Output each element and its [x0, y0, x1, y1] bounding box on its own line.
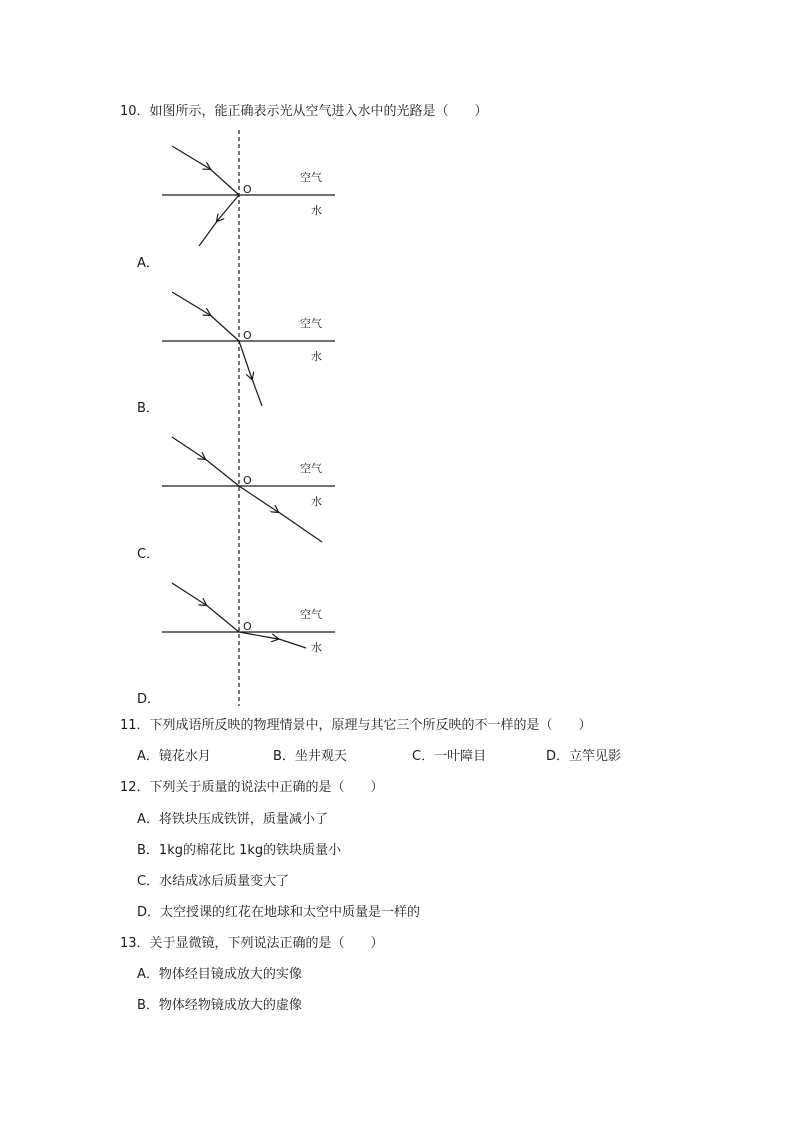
- q13-option-b: B．物体经物镜成放大的虚像: [137, 998, 302, 1013]
- diagram-d: [162, 583, 335, 654]
- q12-stem: 12．下列关于质量的说法中正确的是（ ）: [120, 780, 384, 795]
- diagram-b: [162, 292, 335, 406]
- water-label: 水: [311, 641, 322, 654]
- q10-option-a: A．: [137, 256, 159, 271]
- q11-stem: 11．下列成语所反映的物理情景中，原理与其它三个所反映的不一样的是（ ）: [120, 718, 592, 733]
- point-o: O: [243, 620, 252, 633]
- incident-ray: [172, 292, 210, 315]
- water-label: 水: [311, 204, 322, 217]
- q12-option-c: C．水结成冰后质量变大了: [137, 874, 290, 889]
- q10-option-b: B．: [137, 401, 159, 416]
- point-o: O: [243, 329, 252, 342]
- refracted-ray: [239, 632, 278, 639]
- q12-option-a: A．将铁块压成铁饼，质量减小了: [137, 812, 328, 827]
- incident-ray: [172, 146, 210, 169]
- q13-option-a: A．物体经目镜成放大的实像: [137, 967, 302, 982]
- q11-option-c: C．一叶障目: [412, 749, 487, 764]
- q11-option-b: B．坐井观天: [273, 749, 347, 764]
- diagram-a: [162, 146, 335, 246]
- q10-option-c: C．: [137, 547, 160, 562]
- point-o: O: [243, 183, 252, 196]
- refracted-ray: [239, 486, 278, 512]
- incident-ray: [172, 583, 206, 605]
- q11-option-a: A．镜花水月: [137, 749, 211, 764]
- water-label: 水: [311, 350, 322, 363]
- air-label: 空气: [300, 171, 322, 184]
- point-o: O: [243, 474, 252, 487]
- q12-option-b: B．1kg的棉花比 1kg的铁块质量小: [137, 843, 342, 858]
- q11-option-d: D．立竿见影: [546, 749, 622, 764]
- water-label: 水: [311, 495, 322, 508]
- incident-ray: [172, 437, 205, 459]
- q10-stem: 10．如图所示，能正确表示光从空气进入水中的光路是（ ）: [120, 104, 488, 119]
- q10-option-d: D．: [137, 692, 161, 707]
- air-label: 空气: [300, 462, 322, 475]
- air-label: 空气: [300, 317, 322, 330]
- diagram-c: [162, 437, 335, 542]
- q12-option-d: D．太空授课的红花在地球和太空中质量是一样的: [137, 905, 421, 920]
- refracted-ray: [239, 341, 252, 379]
- air-label: 空气: [300, 608, 322, 621]
- refracted-ray: [217, 195, 239, 221]
- q13-stem: 13．关于显微镜，下列说法正确的是（ ）: [120, 936, 384, 951]
